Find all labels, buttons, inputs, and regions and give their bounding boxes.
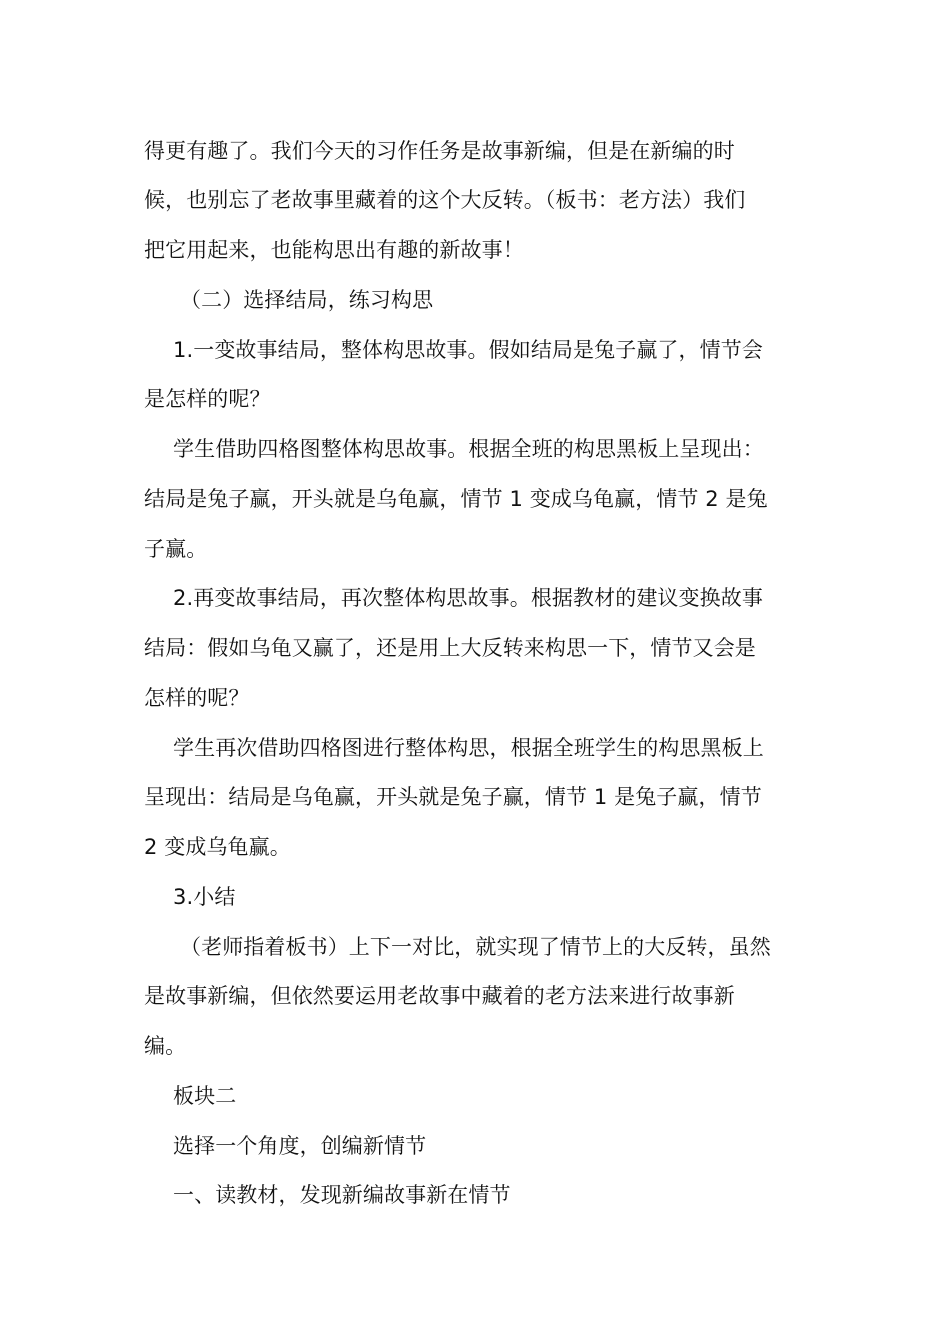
- text-line-6: 是怎样的呢？: [144, 387, 271, 411]
- text-line-12: 怎样的呢？: [144, 686, 250, 710]
- text-line-18: 是故事新编，但依然要运用老故事中藏着的老方法来进行故事新: [144, 984, 735, 1008]
- text-line-9: 子赢。: [144, 537, 208, 561]
- text-line-16: 3.小结: [173, 885, 236, 909]
- text-line-3: 把它用起来，也能构思出有趣的新故事！: [144, 238, 524, 262]
- text-line-2: 候，也别忘了老故事里藏着的这个大反转。（板书：老方法）我们: [144, 188, 746, 212]
- text-line-15: 2 变成乌龟赢。: [144, 835, 291, 859]
- text-line-5: 1.一变故事结局，整体构思故事。假如结局是兔子赢了，情节会: [173, 338, 763, 362]
- subsection-heading: 一、读教材，发现新编故事新在情节: [173, 1183, 511, 1207]
- text-line-7: 学生借助四格图整体构思故事。根据全班的构思黑板上呈现出：: [173, 437, 764, 461]
- section-heading: （二）选择结局，练习构思: [180, 288, 434, 312]
- block-heading: 板块二: [173, 1084, 237, 1108]
- text-line-13: 学生再次借助四格图进行整体构思，根据全班学生的构思黑板上: [173, 736, 764, 760]
- text-line-19: 编。: [144, 1034, 187, 1058]
- text-line-1: 得更有趣了。我们今天的习作任务是故事新编，但是在新编的时: [144, 139, 735, 163]
- text-line-17: （老师指着板书）上下一对比，就实现了情节上的大反转，虽然: [180, 935, 771, 959]
- text-line-14: 呈现出：结局是乌龟赢，开头就是兔子赢，情节 1 是兔子赢，情节: [144, 785, 762, 809]
- block-subtitle: 选择一个角度，创编新情节: [173, 1134, 427, 1158]
- text-line-8: 结局是兔子赢，开头就是乌龟赢，情节 1 变成乌龟赢，情节 2 是兔: [144, 487, 768, 511]
- text-line-10: 2.再变故事结局，再次整体构思故事。根据教材的建议变换故事: [173, 586, 763, 610]
- text-line-11: 结局：假如乌龟又赢了，还是用上大反转来构思一下，情节又会是: [144, 636, 756, 660]
